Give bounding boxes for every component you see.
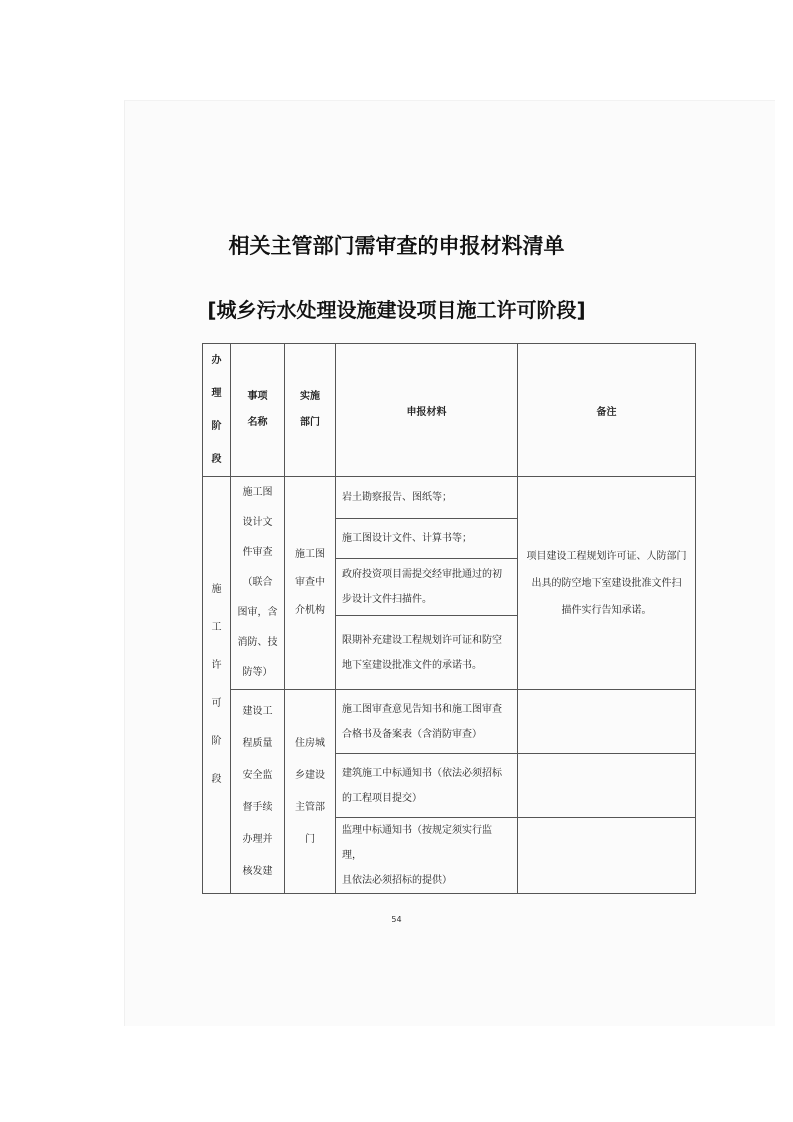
material-cell: 施工图审查意见告知书和施工图审查 合格书及备案表（含消防审查） (336, 690, 518, 754)
material-cell: 政府投资项目需提交经审批通过的初 步设计文件扫描件。 (336, 559, 518, 616)
note-cell (518, 690, 696, 754)
header-materials: 申报材料 (336, 344, 518, 477)
header-item-name: 事项 名称 (231, 344, 285, 477)
page-number: 54 (391, 915, 402, 924)
note-cell (518, 818, 696, 894)
note-cell: 项目建设工程规划许可证、人防部门 出具的防空地下室建设批准文件扫 描件实行告知承诺。 (518, 477, 696, 690)
document-title: 相关主管部门需审查的申报材料清单 (228, 234, 565, 258)
material-cell: 施工图设计文件、计算书等； (336, 519, 518, 559)
stage-cell: 施 工 许 可 阶 段 (203, 477, 231, 894)
document-subtitle: [城乡污水处理设施建设项目施工许可阶段] (207, 298, 586, 322)
department-cell: 施工图 审查中 介机构 (285, 477, 336, 690)
material-cell: 建筑施工中标通知书（依法必须招标 的工程项目提交） (336, 754, 518, 818)
material-cell: 岩土勘察报告、图纸等； (336, 477, 518, 519)
header-stage-text: 办 理 阶 段 (211, 355, 222, 465)
material-cell: 限期补充建设工程规划许可证和防空 地下室建设批准文件的承诺书。 (336, 616, 518, 690)
table-header-row (203, 344, 696, 477)
item-name-cell: 建设工 程质量 安全监 督手续 办理并 核发建 (231, 690, 285, 894)
item-name-cell: 施工图 设计文 件审查 （联合 图审，含 消防、技 防等） (231, 477, 285, 690)
department-cell: 住房城 乡建设 主管部 门 (285, 690, 336, 894)
material-cell: 监理中标通知书（按规定须实行监理， 且依法必须招标的提供） (336, 818, 518, 894)
table-row (203, 690, 696, 754)
materials-table (202, 343, 696, 894)
header-department: 实施 部门 (285, 344, 336, 477)
table-row (203, 477, 696, 519)
header-stage (203, 344, 231, 477)
note-cell (518, 754, 696, 818)
header-notes: 备注 (518, 344, 696, 477)
